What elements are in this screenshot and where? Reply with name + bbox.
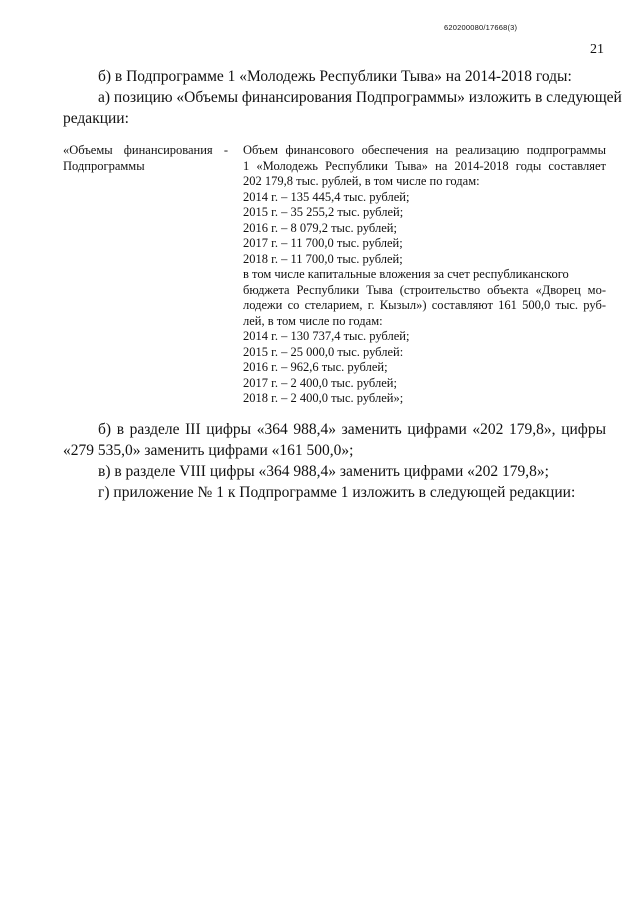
funding-line: 2014 г. – 130 737,4 тыс. рублей; [243, 329, 410, 343]
funding-line: 2016 г. – 8 079,2 тыс. рублей; [243, 220, 397, 235]
document-id: 620200080/17668(3) [444, 23, 518, 32]
funding-line: бюджета Республики Тыва (строительство объекта «Дворец мо- [243, 282, 606, 297]
page-number: 21 [590, 42, 604, 57]
paragraph-v-section-eight: в) в разделе VIII цифры «364 988,4» заменить цифрами «202 179,8»; [98, 463, 549, 480]
funding-line: 2017 г. – 2 400,0 тыс. рублей; [243, 375, 397, 390]
funding-line: 2014 г. – 135 445,4 тыс. рублей; [243, 189, 410, 204]
funding-line: 2018 г. – 2 400,0 тыс. рублей»; [243, 391, 404, 405]
funding-line: 2017 г. – 11 700,0 тыс. рублей; [243, 236, 403, 250]
funding-line: 2015 г. – 35 255,2 тыс. рублей; [243, 205, 404, 219]
left-cell-line-2: Подпрограммы [63, 158, 145, 173]
table-left-cell [63, 143, 228, 174]
paragraph-a-position: а) позицию «Объемы финансирования Подпрограммы» изложить в следующей [98, 89, 622, 106]
funding-line: Объем финансового обеспечения на реализацию подпрограммы [243, 143, 606, 157]
table-right-cell [243, 143, 606, 407]
paragraph-b-section-three-continuation: «279 535,0» заменить цифрами «161 500,0»; [63, 442, 354, 459]
paragraph-g-appendix: г) приложение № 1 к Подпрограмме 1 изложить в следующей редакции: [98, 484, 576, 501]
funding-line: 202 179,8 тыс. рублей, в том числе по годам: [243, 174, 480, 188]
funding-line: 2018 г. – 11 700,0 тыс. рублей; [243, 251, 403, 266]
funding-line: 2015 г. – 25 000,0 тыс. рублей: [243, 344, 404, 359]
paragraph-b-subprogram: б) в Подпрограмме 1 «Молодежь Республики Тыва» на 2014-2018 годы: [98, 68, 572, 85]
paragraph-a-continuation: редакции: [63, 110, 129, 127]
funding-line: 2016 г. – 962,6 тыс. рублей; [243, 360, 388, 374]
paragraph-b-section-three: б) в разделе III цифры «364 988,4» заменить цифрами «202 179,8», цифры [98, 421, 606, 438]
funding-line: лодежи со стеларием, г. Кызыл») составляют 161 500,0 тыс. руб- [243, 298, 606, 312]
funding-line: 1 «Молодежь Республики Тыва» на 2014-2018 годы составляет [243, 158, 606, 173]
left-cell-line-1: «Объемы финансирования - [63, 143, 228, 157]
funding-line: в том числе капитальные вложения за счет республиканского [243, 267, 569, 281]
funding-line: лей, в том числе по годам: [243, 313, 383, 328]
